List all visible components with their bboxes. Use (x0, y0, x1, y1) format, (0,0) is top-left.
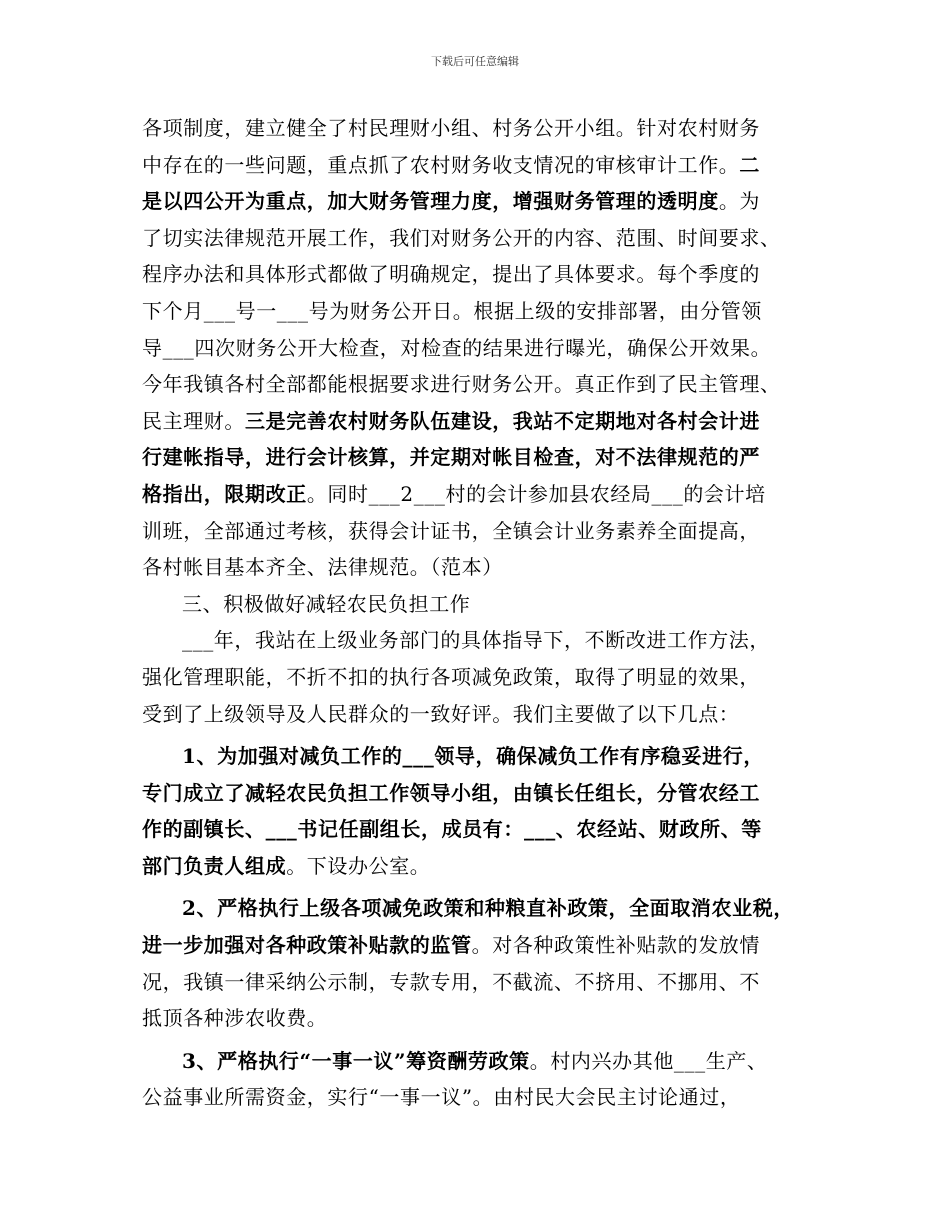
text-segment: 下个月___号一___号为财务公开日。根据上级的安排部署，由分管领 (142, 298, 762, 323)
text-line (142, 549, 810, 586)
text-segment: 各村帐目基本齐全、法律规范。（范本） (142, 555, 503, 580)
bold-text-segment: 作的副镇长、___书记任副组长，成员有：___、农经站、财政所、等 (142, 817, 762, 842)
text-line (142, 659, 810, 696)
text-segment: 三、积极做好减轻农民负担工作 (182, 591, 471, 616)
text-segment: ___年，我站在上级业务部门的具体指导下，不断改进工作方法， (182, 628, 770, 653)
text-segment: 强化管理职能，不折不扣的执行各项减免政策，取得了明显的效果， (142, 664, 760, 689)
text-line (142, 1079, 810, 1116)
bold-text-segment: 二 (739, 152, 761, 177)
text-segment: 民主理财。 (142, 408, 245, 433)
text-segment: 。下设办公室。 (286, 853, 431, 878)
text-line (142, 586, 810, 623)
text-line (142, 696, 810, 733)
text-line (142, 1043, 810, 1080)
text-line (142, 890, 810, 927)
bold-text-segment: 格指出，限期改正 (142, 481, 307, 506)
text-line (142, 622, 810, 659)
text-line (142, 775, 810, 812)
text-line (142, 848, 810, 885)
bold-text-segment: 3、严格执行“一事一议”筹资酬劳政策 (182, 1048, 530, 1073)
text-line (142, 964, 810, 1001)
text-segment: 。同时___2___村的会计参加县农经局___的会计培 (306, 481, 766, 506)
text-line (142, 927, 810, 964)
bold-text-segment: 行建帐指导，进行会计核算，并定期对帐目检查，对不法律规范的严 (142, 445, 760, 470)
text-segment: 训班，全部通过考核，获得会计证书，全镇会计业务素养全面提高， (142, 518, 760, 543)
document-body (142, 110, 810, 1116)
text-line (142, 147, 810, 184)
page-header: 下载后可任意编辑 (431, 55, 519, 68)
text-segment: 抵顶各种涉农收费。 (142, 1006, 328, 1031)
text-line (142, 110, 810, 147)
text-line (142, 811, 810, 848)
text-line (142, 1000, 810, 1037)
bold-text-segment: 进一步加强对各种政策补贴款的监管 (142, 933, 472, 958)
bold-text-segment: 部门负责人组成 (142, 853, 287, 878)
text-line (142, 183, 810, 220)
text-segment: 。对各种政策性补贴款的发放情 (471, 933, 761, 958)
text-segment: 中存在的一些问题，重点抓了农村财务收支情况的审核审计工作。 (142, 152, 740, 177)
bold-text-segment: 是以四公开为重点，加大财务管理力度，增强财务管理的透明度 (142, 189, 719, 214)
bold-text-segment: 1、为加强对减负工作的___领导，确保减负工作有序稳妥进行， (182, 744, 764, 769)
text-line (142, 330, 810, 367)
bold-text-segment: 专门成立了减轻农民负担工作领导小组，由镇长任组长，分管农经工 (142, 780, 760, 805)
text-line (142, 513, 810, 550)
text-line (142, 476, 810, 513)
text-segment: 今年我镇各村全部都能根据要求进行财务公开。真正作到了民主管理、 (142, 372, 781, 397)
text-line (142, 366, 810, 403)
text-segment: 各项制度，建立健全了村民理财小组、村务公开小组。针对农村财务 (142, 116, 760, 140)
text-segment: 。为 (718, 189, 761, 214)
text-line (142, 403, 810, 440)
text-line (142, 738, 810, 775)
text-segment: 导___四次财务公开大检查，对检查的结果进行曝光，确保公开效果。 (142, 335, 772, 360)
text-segment: 。村内兴办其他___生产、 (529, 1048, 768, 1073)
text-segment: 程序办法和具体形式都做了明确规定，提出了具体要求。每个季度的 (142, 262, 760, 287)
text-line (142, 293, 810, 330)
text-segment: 公益事业所需资金，实行“一事一议”。由村民大会民主讨论通过， (142, 1085, 741, 1110)
text-segment: 况，我镇一律采纳公示制，专款专用，不截流、不挤用、不挪用、不 (142, 969, 760, 994)
text-line (142, 439, 810, 476)
bold-text-segment: 2、严格执行上级各项减免政策和种粮直补政策，全面取消农业税， (182, 896, 794, 921)
text-line (142, 220, 810, 257)
text-line (142, 256, 810, 293)
text-segment: 了切实法律规范开展工作，我们对财务公开的内容、范围、时间要求、 (142, 225, 781, 250)
text-segment: 受到了上级领导及人民群众的一致好评。我们主要做了以下几点： (142, 701, 740, 726)
bold-text-segment: 三是完善农村财务队伍建设，我站不定期地对各村会计进 (245, 408, 760, 433)
